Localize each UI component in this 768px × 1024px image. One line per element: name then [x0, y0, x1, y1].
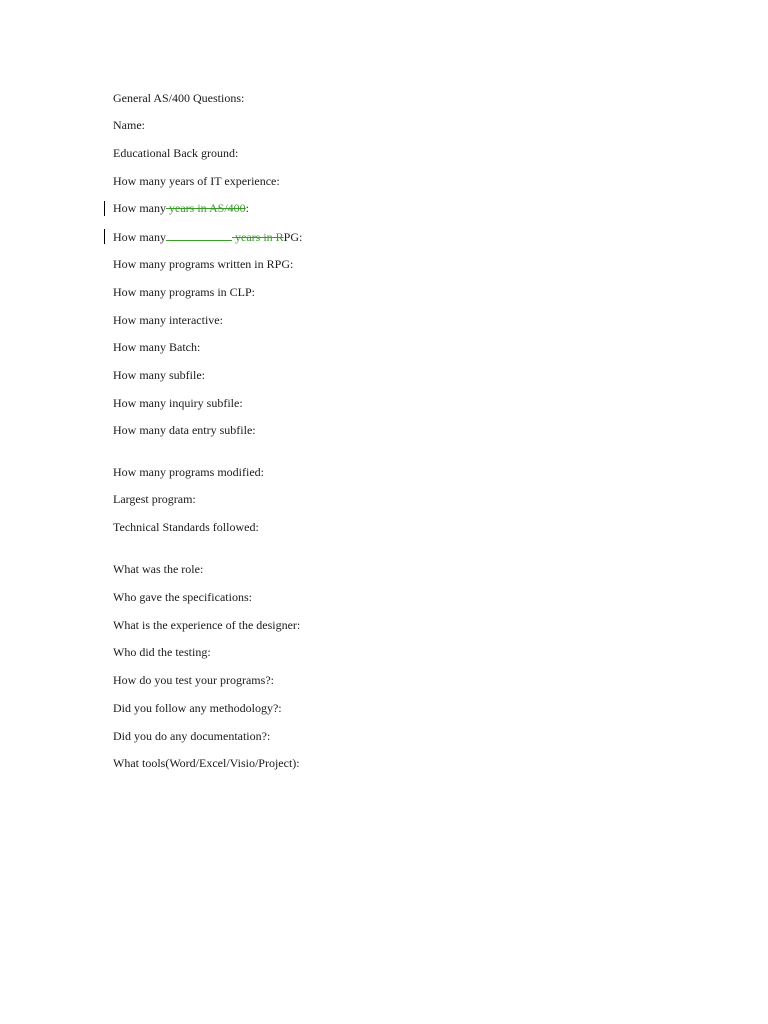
question-it-experience: How many years of IT experience: [113, 174, 280, 188]
question-technical-standards: Technical Standards followed: [113, 520, 259, 534]
deleted-text: years in AS/400 [166, 201, 246, 215]
question-as400-years [113, 201, 249, 215]
question-documentation: Did you do any documentation?: [113, 729, 271, 743]
question-inquiry-subfile: How many inquiry subfile: [113, 396, 243, 410]
question-data-entry-subfile: How many data entry subfile: [113, 423, 256, 437]
document-title: General AS/400 Questions: [113, 91, 245, 105]
question-rpg-programs: How many programs written in RPG: [113, 257, 294, 271]
question-test-programs: How do you test your programs?: [113, 673, 274, 687]
question-clp-programs: How many programs in CLP: [113, 285, 255, 299]
question-prefix: How many [113, 201, 166, 215]
change-bar [104, 201, 105, 216]
question-suffix: : [245, 201, 250, 215]
question-interactive: How many interactive: [113, 313, 223, 327]
question-rpg-years [113, 229, 302, 244]
deleted-text: years in R [232, 230, 284, 244]
question-education: Educational Back ground: [113, 146, 239, 160]
question-suffix: PG: [283, 230, 303, 244]
question-programs-modified: How many programs modified: [113, 465, 264, 479]
question-prefix: How many [113, 230, 166, 244]
answer-blank [166, 229, 232, 241]
question-testing: Who did the testing: [113, 645, 211, 659]
question-role: What was the role: [113, 562, 204, 576]
question-batch: How many Batch: [113, 340, 201, 354]
question-specifications: Who gave the specifications: [113, 590, 252, 604]
question-methodology: Did you follow any methodology?: [113, 701, 282, 715]
question-subfile: How many subfile: [113, 368, 205, 382]
question-designer-experience: What is the experience of the designer: [113, 618, 301, 632]
question-tools: What tools(Word/Excel/Visio/Project): [113, 756, 300, 770]
question-largest-program: Largest program: [113, 492, 196, 506]
change-bar [104, 229, 105, 244]
question-name: Name: [113, 118, 145, 132]
